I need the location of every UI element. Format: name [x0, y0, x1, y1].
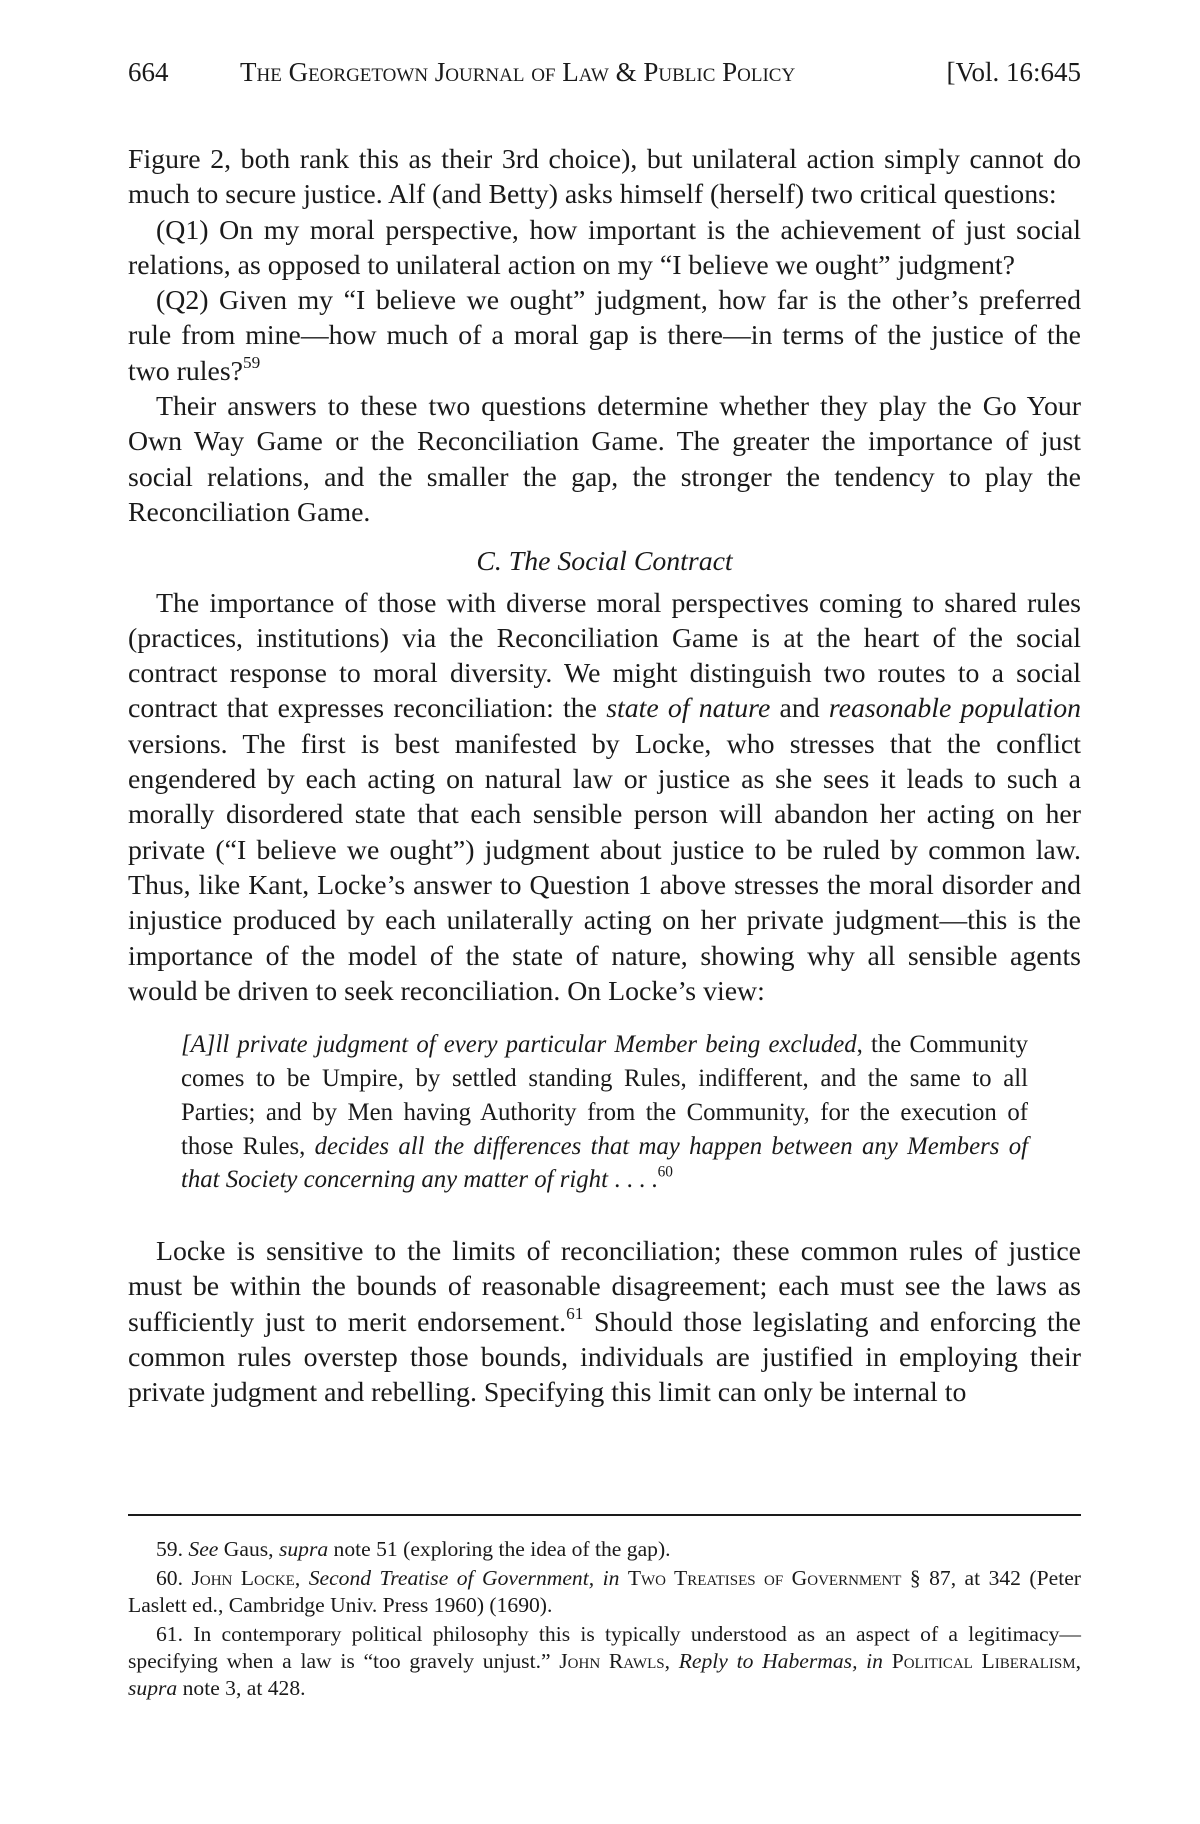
footnote-60-rest: § 87, at 342 (Peter Laslett ed., Cambridge Univ. Press 1960) (1690). [128, 1566, 1081, 1617]
paragraph-1: Figure 2, both rank this as their 3rd choice), but unilateral action simply cannot do much to secure justice. Alf (and Betty) asks himself (herself) two critical questions: [128, 144, 1081, 211]
volume-citation: [Vol. 16:645 [946, 57, 1081, 87]
paragraph-3-text-a: The importance of those with diverse moral perspectives coming to shared rules (practices, institutions) via the Reconciliation Game is at the heart of the social contract response to moral diversity. We might distinguish two routes to a social contract that expresses reconciliation: the [128, 587, 1081, 725]
footnote-61 [128, 1621, 1081, 1702]
quote-emphasis-2: decides all the differences that may happen between any Members of that Society concerning any matter of right [181, 1132, 1028, 1194]
paragraph-4 [128, 1234, 1081, 1410]
footnote-59-number: 59. [156, 1537, 183, 1561]
footnote-59-text-a: Gaus, [218, 1537, 279, 1561]
paragraph-2: Their answers to these two questions determine whether they play the Go Your Own Way Game or the Reconciliation Game. The greater the importance of just social relations, and the smaller the gap, the stronger the tendency to play the Reconciliation Game. [128, 391, 1081, 528]
page-number: 664 [128, 57, 169, 87]
quote-ellipsis: . . . . [607, 1166, 658, 1194]
footnote-61-title: Reply to Habermas [678, 1649, 853, 1673]
footnote-61-supra: supra [128, 1676, 178, 1700]
journal-title: The Georgetown Journal of Law & Public Policy [240, 57, 796, 87]
running-header [128, 52, 1081, 92]
footnote-60-in: , in [588, 1566, 628, 1590]
paragraph-3 [128, 586, 1081, 1010]
footnote-61-sep2: , [1075, 1649, 1081, 1673]
footnote-ref-61[interactable]: 61 [566, 1303, 584, 1323]
footnote-61-text-a: In contemporary political philosophy this is typically understood as an aspect of a legitimacy—specifying when a law is “too gravely unjust.” [128, 1622, 1081, 1673]
block-quote [181, 1028, 1028, 1197]
question-2 [128, 283, 1081, 389]
footnote-61-book: Political Liberalism [891, 1649, 1076, 1673]
paragraph-3-text-b: and [770, 693, 829, 725]
footnote-60-title: Second Treatise of Government [308, 1566, 589, 1590]
footnote-59-supra: supra [278, 1537, 329, 1561]
main-text [128, 142, 1081, 1411]
footnote-divider [128, 1514, 1081, 1516]
footnote-60-author: John Locke [191, 1566, 295, 1590]
footnotes [128, 1536, 1081, 1704]
footnote-59 [128, 1536, 1081, 1563]
footnote-ref-59[interactable]: 59 [243, 352, 261, 372]
footnote-ref-60[interactable]: 60 [657, 1163, 673, 1181]
footnote-59-signal: See [188, 1537, 219, 1561]
paragraph-4-text-a: Locke is sensitive to the limits of reconciliation; these common rules of justice must be within the bounds of reasonable disagreement; each must see the laws as sufficiently just to merit endorsement. [128, 1236, 1081, 1338]
footnote-61-author: John Rawls [559, 1649, 665, 1673]
paragraph-4-text-b: Should those legislating and enforcing the common rules overstep those bounds, individuals are justified in employing their private judgment and rebelling. Specifying this limit can only be internal to [128, 1306, 1081, 1409]
footnote-61-number: 61. [156, 1622, 183, 1646]
footnote-60 [128, 1565, 1081, 1619]
paragraph-3-emphasis-1: state of nature [606, 693, 771, 725]
section-heading: C. The Social Contract [476, 546, 733, 578]
paragraph-3-text-c: versions. The first is best manifested by Locke, who stresses that the conflict engendered by each acting on natural law or justice as she sees it leads to such a morally disordered state that each sensible person will abandon her acting on her private (“I believe we ought”) judgment about justice to be ruled by common law. Thus, like Kant, Locke’s answer to Question 1 above stresses the moral disorder and injustice produced by each unilaterally acting on her private judgment—this is the importance of the model of the state of nature, showing why all sensible agents would be driven to seek reconciliation. On Locke’s view: [128, 728, 1081, 1007]
footnote-59-text-b: note 51 (exploring the idea of the gap). [328, 1537, 671, 1561]
footnote-60-sep: , [294, 1566, 309, 1590]
quote-text: , the Community comes to be Umpire, by settled standing Rules, indifferent, and the same to all Parties; and by Men having Authority from the Community, for the execution of those Rules, [181, 1031, 1028, 1160]
footnote-61-in: , in [852, 1649, 892, 1673]
question-1: (Q1) On my moral perspective, how important is the achievement of just social relations, as opposed to unilateral action on my “I believe we ought” judgment? [128, 214, 1081, 281]
footnote-60-number: 60. [156, 1566, 183, 1590]
footnote-61-text-b: note 3, at 428. [177, 1676, 306, 1700]
paragraph-3-emphasis-2: reasonable population [828, 693, 1081, 725]
footnote-61-sep: , [664, 1649, 679, 1673]
question-2-text: (Q2) Given my “I believe we ought” judgment, how far is the other’s preferred rule from mine—how much of a moral gap is there—in terms of the justice of the two rules? [128, 285, 1081, 387]
quote-emphasis-1: [A]ll private judgment of every particular Member being excluded [181, 1031, 857, 1059]
footnote-60-book: Two Treatises of Government [627, 1566, 902, 1590]
